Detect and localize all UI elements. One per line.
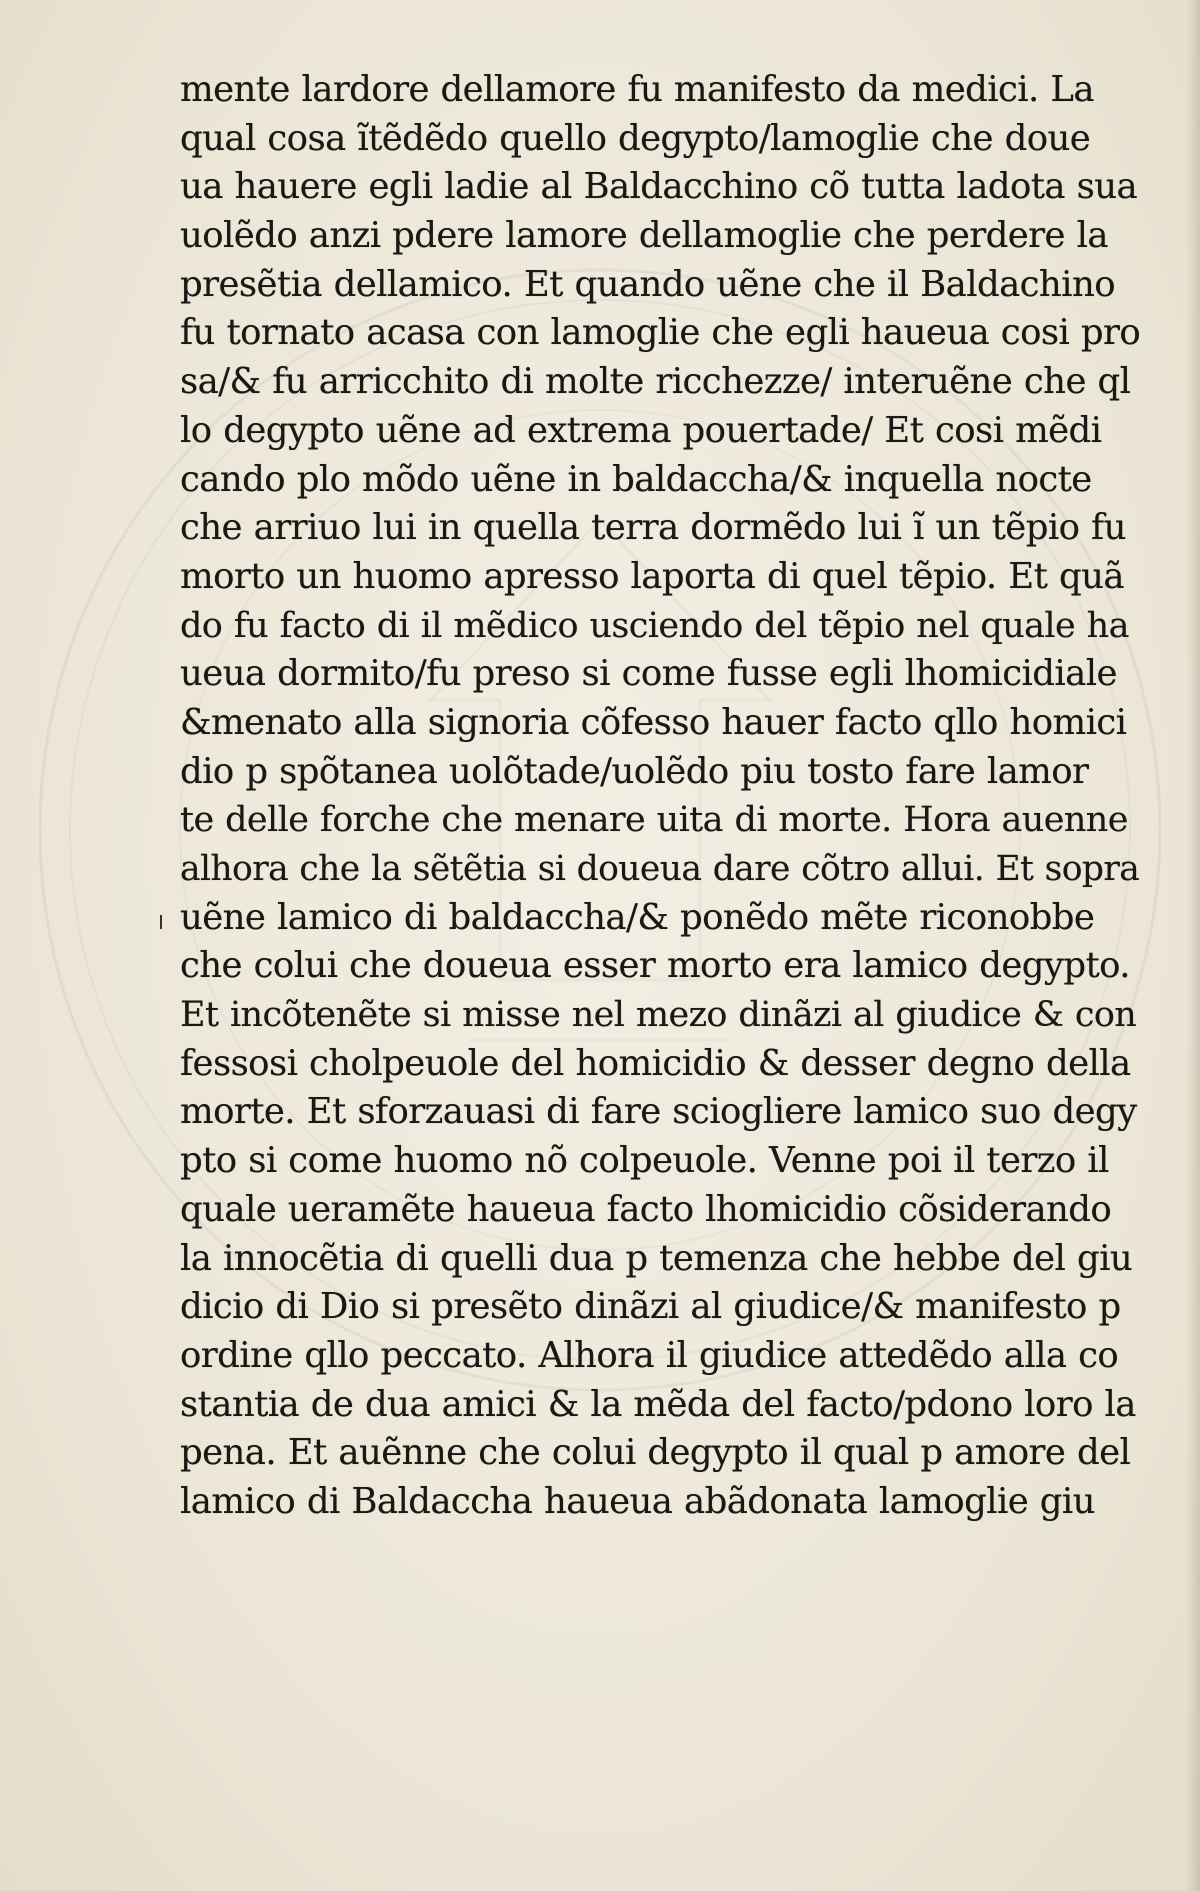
text-line: morto un huomo apresso laporta di quel tẽpio. Et quã [180, 555, 1124, 597]
text-line: lo degypto uẽne ad extrema pouertade/ Et cosi mẽdi [180, 409, 1102, 451]
text-line: che arriuo lui in quella terra dormẽdo lui ĩ un tẽpio fu [180, 507, 1126, 549]
text-line: qual cosa ĩtẽdẽdo quello degypto/lamoglie che doue [180, 117, 1091, 159]
text-line: Et incõtenẽte si misse nel mezo dinãzi al giudice & con [180, 995, 1137, 1036]
text-line: presẽtia dellamico. Et quando uẽne che il Baldachino [180, 263, 1115, 305]
text-line: cando plo mõdo uẽne in baldaccha/& inquella nocte [180, 458, 1092, 500]
text-line: fu tornato acasa con lamoglie che egli haueua cosi pro [180, 312, 1141, 354]
text-line: pena. Et auẽnne che colui degypto il qual p amore del [180, 1432, 1131, 1474]
text-block [180, 66, 1140, 1527]
text-line: ua hauere egli ladie al Baldacchino cõ tutta ladota sua [180, 166, 1138, 208]
text-line: la innocẽtia di quelli dua p temenza che hebbe del giu [180, 1237, 1133, 1279]
text-line: quale ueramẽte haueua facto lhomicidio cõsiderando [180, 1188, 1112, 1230]
text-line: morte. Et sforzauasi di fare sciogliere lamico suo degy [180, 1091, 1137, 1133]
text-line: stantia de dua amici & la mẽda del facto/pdono loro la [180, 1383, 1136, 1425]
text-line: &menato alla signoria cõfesso hauer facto qllo homici [180, 701, 1127, 743]
text-line: alhora che la sẽtẽtia si doueua dare cõtro allui. Et sopra [180, 849, 1140, 889]
text-line: fessosi cholpeuole del homicidio & desser degno della [180, 1042, 1131, 1084]
text-line: che colui che doueua esser morto era lamico degypto. [180, 945, 1130, 987]
text-line: mente lardore dellamore fu manifesto da medici. La [180, 69, 1094, 110]
text-line: uẽne lamico di baldaccha/& ponẽdo mẽte riconobbe [180, 896, 1095, 938]
text-line: sa/& fu arricchito di molte ricchezze/ interuẽne che ql [180, 361, 1131, 403]
text-line: dio p spõtanea uolõtade/uolẽdo piu tosto fare lamor [180, 750, 1089, 792]
text-line: ueua dormito/fu preso si come fusse egli lhomicidiale [180, 653, 1117, 695]
text-line: do fu facto di il mẽdico usciendo del tẽpio nel quale ha [180, 605, 1129, 646]
page-edge-shadow [1186, 0, 1200, 1891]
text-line: ordine qllo peccato. Alhora il giudice attedẽdo alla co [180, 1334, 1119, 1376]
margin-mark [160, 915, 162, 929]
text-line: te delle forche che menare uita di morte. Hora auenne [180, 800, 1128, 841]
text-line: dicio di Dio si presẽto dinãzi al giudice/& manifesto p [180, 1286, 1121, 1328]
text-line: lamico di Baldaccha haueua abãdonata lamoglie giu [180, 1480, 1095, 1522]
text-line: uolẽdo anzi pdere lamore dellamoglie che perdere la [180, 215, 1108, 257]
text-line: pto si come huomo nõ colpeuole. Venne poi il terzo il [180, 1140, 1109, 1182]
